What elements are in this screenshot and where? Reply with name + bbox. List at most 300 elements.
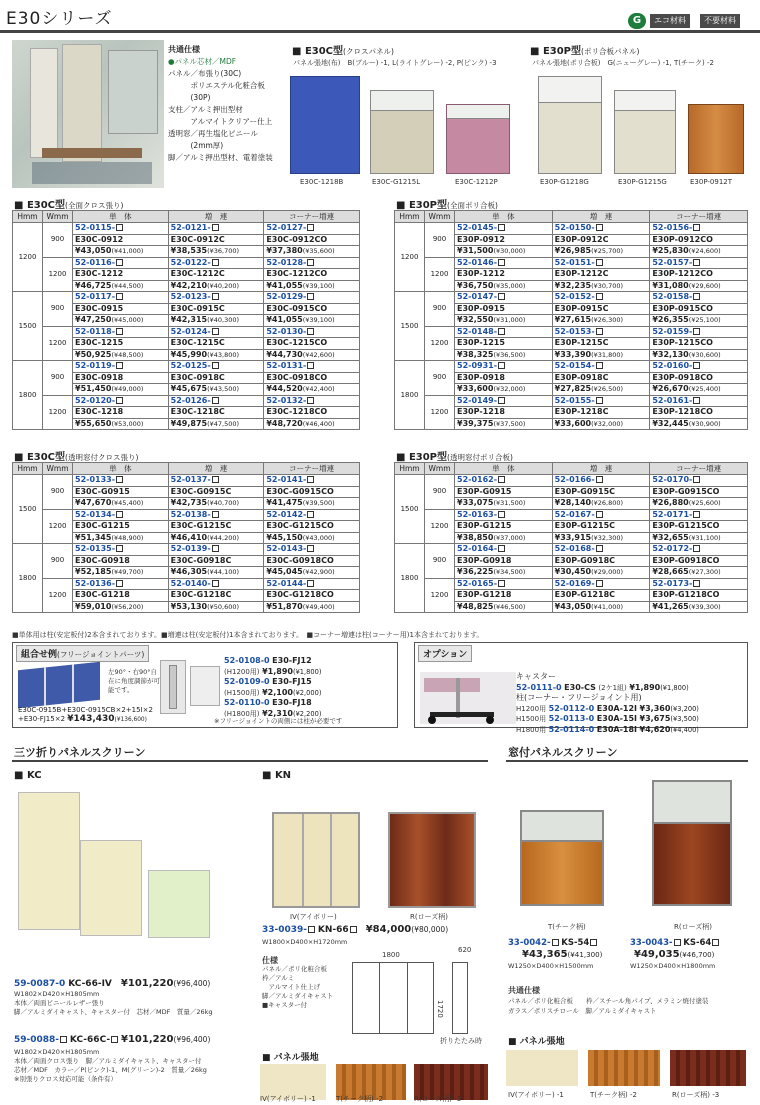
code-cell: 52-0164- <box>455 544 553 556</box>
width-cell: 1200 <box>43 578 73 613</box>
order-checkbox[interactable] <box>212 259 219 266</box>
col-wmm: Wmm <box>425 211 455 223</box>
code-cell: 52-0125- <box>168 361 264 373</box>
kc-image-3 <box>148 870 210 938</box>
kc-price-row: 59-0087-0 KC-66-IV ¥101,220(¥96,400) <box>14 978 211 989</box>
table-row <box>395 395 748 407</box>
code-cell: 52-0120- <box>73 395 169 407</box>
order-checkbox[interactable] <box>693 545 700 552</box>
office-photo <box>12 40 164 188</box>
width-cell: 900 <box>43 361 73 396</box>
order-checkbox[interactable] <box>307 293 314 300</box>
col-zou: 増 連 <box>552 211 650 223</box>
swatch-label: IV(アイボリー) -1 <box>508 1091 564 1099</box>
dim-width: 1800 <box>382 951 400 959</box>
model-cell: E30C-1215 <box>73 338 169 350</box>
height-cell: 1500 <box>395 475 425 544</box>
model-cell: E30C-1212 <box>73 269 169 281</box>
order-checkbox[interactable] <box>116 259 123 266</box>
model-cell: E30P-1215 <box>455 338 553 350</box>
model-cell: E30P-1212C <box>552 269 650 281</box>
table-row <box>395 292 748 304</box>
model-cell: E30P-1212 <box>455 269 553 281</box>
order-checkbox[interactable] <box>212 476 219 483</box>
model-cell: E30P-G1218C <box>552 590 650 602</box>
price-cell: ¥59,010(¥56,200) <box>73 601 169 613</box>
table-header-row <box>395 211 748 223</box>
t1-heading: ■ E30C型(全面クロス張り) <box>14 200 124 211</box>
swatch-label: IV(アイボリー) -1 <box>260 1095 316 1103</box>
price-cell: ¥27,615(¥26,300) <box>552 315 650 327</box>
order-checkbox[interactable] <box>212 293 219 300</box>
page-title: E30シリーズ <box>6 9 113 29</box>
height-cell: 1800 <box>13 544 43 613</box>
spec-line: ●パネル芯材／MDF <box>168 57 237 66</box>
e30p-fabric: パネル張地(ポリ合板) G(ニューグレー) -1, T(チーク) -2 <box>532 59 714 67</box>
height-cell: 1200 <box>395 223 425 292</box>
order-checkbox[interactable] <box>498 545 505 552</box>
price-cell: ¥36,225(¥34,500) <box>455 567 553 579</box>
code-cell: 52-0171- <box>650 509 748 521</box>
order-checkbox[interactable] <box>498 580 505 587</box>
kn-label: ■ KN <box>262 770 292 781</box>
combo-example: E30C-0915B+E30C-0915CB×2+15I×2 +E30-FJ15×2 ¥143,430(¥136,600) <box>18 706 153 724</box>
order-checkbox[interactable] <box>596 259 603 266</box>
order-checkbox[interactable] <box>596 476 603 483</box>
order-checkbox[interactable] <box>116 511 123 518</box>
price-cell: ¥45,990(¥43,800) <box>168 349 264 361</box>
price-cell: ¥41,055(¥39,100) <box>264 315 360 327</box>
table-row <box>13 257 360 269</box>
code-cell: 52-0127- <box>264 223 360 235</box>
code-cell: 52-0119- <box>73 361 169 373</box>
order-checkbox[interactable] <box>212 397 219 404</box>
height-cell: 1800 <box>395 361 425 430</box>
spec-line: アルマイトクリアー仕上 <box>168 117 273 126</box>
model-cell: E30P-1218CO <box>650 407 748 419</box>
price-cell: ¥44,520(¥42,400) <box>264 384 360 396</box>
model-cell: E30P-0918 <box>455 372 553 384</box>
model-cell: E30P-0912CO <box>650 234 748 246</box>
price-cell: ¥41,055(¥39,100) <box>264 280 360 292</box>
order-checkbox[interactable] <box>596 397 603 404</box>
footnotes: ■単体用は柱(安定板付)2本含まれております。■増連は柱(安定板付)1本含まれております。 ■コーナー増連は柱(コーナー用)1本含まれております。 <box>12 631 484 639</box>
model-cell: E30P-0912 <box>455 234 553 246</box>
order-checkbox[interactable] <box>116 580 123 587</box>
code-cell: 52-0148- <box>455 326 553 338</box>
e30c-heading: ■ E30C型(クロスパネル) <box>292 46 394 57</box>
model-cell: E30C-G1218C <box>168 590 264 602</box>
model-cell: E30C-G0918 <box>73 555 169 567</box>
price-cell: ¥42,210(¥40,200) <box>168 280 264 292</box>
model-cell: E30C-1212CO <box>264 269 360 281</box>
order-checkbox[interactable] <box>693 397 700 404</box>
price-table-e30p-window <box>394 462 748 613</box>
panel-pink <box>446 104 510 174</box>
price-cell: ¥46,725(¥44,500) <box>73 280 169 292</box>
spec-line: (2mm厚) <box>168 141 224 150</box>
code-cell: 52-0146- <box>455 257 553 269</box>
table-row <box>13 326 360 338</box>
width-cell: 1200 <box>425 395 455 430</box>
order-checkbox[interactable] <box>212 362 219 369</box>
price-cell: ¥38,325(¥36,500) <box>455 349 553 361</box>
order-checkbox[interactable] <box>693 224 700 231</box>
order-checkbox[interactable] <box>498 224 505 231</box>
kc2-spec: W1802×D420×H1805mm 本体／両面クロス張り 脚／アルミダイキャスト、キャスター付 芯材／MDF カラー／P(ピンク)-1、M(グリーン)-2 質量／26kg ※別張りクロス対応可能（条件有） <box>14 1048 207 1083</box>
code-cell: 52-0157- <box>650 257 748 269</box>
code-cell: 52-0159- <box>650 326 748 338</box>
price-cell: ¥53,130(¥50,600) <box>168 601 264 613</box>
option-list: キャスター 52-0111-0 E30-CS (2ケ1組) ¥1,890(¥1,800) 柱(コーナー・フリージョイント用) H1200用 52-0112-0 E30A-12I ¥3,360(¥3,200) H1500用 52-0113-0 E30A-15I ¥3,675(¥3,500) H1800用 52-0114-0 E30A-18I ¥4,620(¥4,400) <box>516 672 699 734</box>
table-row <box>395 509 748 521</box>
code-cell: 52-0156- <box>650 223 748 235</box>
code-cell: 52-0139- <box>168 544 264 556</box>
price-cell: ¥46,305(¥44,100) <box>168 567 264 579</box>
t3-heading: ■ E30C型(透明窓付クロス張り) <box>14 452 139 463</box>
model-cell: E30C-G0915C <box>168 486 264 498</box>
order-checkbox[interactable] <box>498 328 505 335</box>
order-checkbox[interactable] <box>307 511 314 518</box>
price-cell: ¥42,735(¥40,700) <box>168 498 264 510</box>
price-cell: ¥30,450(¥29,000) <box>552 567 650 579</box>
model-cell: E30C-0912CO <box>264 234 360 246</box>
width-cell: 900 <box>43 544 73 579</box>
caption: E30C-1218B <box>300 178 344 186</box>
col-hmm: Hmm <box>13 463 43 475</box>
model-cell: E30P-G1215CO <box>650 521 748 533</box>
code-cell: 52-0117- <box>73 292 169 304</box>
price-cell: ¥26,355(¥25,100) <box>650 315 748 327</box>
table-row <box>395 475 748 487</box>
joint-note: ※フリージョイントの両側には柱が必要です <box>214 717 343 725</box>
window-rose-image <box>652 780 732 906</box>
width-cell: 900 <box>43 292 73 327</box>
code-cell: 52-0163- <box>455 509 553 521</box>
code-cell: 52-0136- <box>73 578 169 590</box>
table-row <box>395 361 748 373</box>
price-cell: ¥39,375(¥37,500) <box>455 418 553 430</box>
model-cell: E30P-G0918C <box>552 555 650 567</box>
width-cell: 1200 <box>43 395 73 430</box>
table-row <box>13 292 360 304</box>
code-cell: 52-0130- <box>264 326 360 338</box>
model-cell: E30C-0915 <box>73 303 169 315</box>
order-checkbox[interactable] <box>212 328 219 335</box>
code-cell: 52-0116- <box>73 257 169 269</box>
order-checkbox[interactable] <box>307 259 314 266</box>
code-cell: 52-0145- <box>455 223 553 235</box>
kn-image-ivory <box>272 812 360 908</box>
price-cell: ¥33,600(¥32,000) <box>552 418 650 430</box>
code-cell: 52-0115- <box>73 223 169 235</box>
height-cell: 1200 <box>13 223 43 292</box>
table-row <box>13 361 360 373</box>
price-cell: ¥51,870(¥49,400) <box>264 601 360 613</box>
order-checkbox[interactable] <box>498 259 505 266</box>
common-spec <box>168 44 288 164</box>
kc-spec: W1802×D420×H1805mm 本体／両面ビニールレザー張り 脚／アルミダイキャスト、キャスター付 芯材／MDF 質量／26kg <box>14 990 213 1016</box>
window-caption: R(ローズ柄) <box>674 923 712 931</box>
window-rule <box>506 760 748 762</box>
kc-label: ■ KC <box>14 770 42 781</box>
caption: E30P-G1218G <box>540 178 589 186</box>
dim-height: 1720 <box>436 1000 444 1018</box>
width-cell: 900 <box>425 475 455 510</box>
e30c-fabric: パネル張地(布) B(ブルー) -1, L(ライトグレー) -2, P(ピンク) -3 <box>293 59 497 67</box>
order-checkbox[interactable] <box>693 362 700 369</box>
order-checkbox[interactable] <box>596 293 603 300</box>
model-cell: E30C-0912C <box>168 234 264 246</box>
spec-line: ポリエステル化粧合板 <box>168 81 265 90</box>
window-price-1: 33-0042- KS-54 ¥43,365(¥41,300) W1250×D400×H1500mm <box>508 938 603 970</box>
order-checkbox[interactable] <box>116 362 123 369</box>
model-cell: E30P-G0918 <box>455 555 553 567</box>
code-cell: 52-0142- <box>264 509 360 521</box>
code-cell: 52-0150- <box>552 223 650 235</box>
col-corner: コーナー増連 <box>650 463 748 475</box>
table-row <box>13 509 360 521</box>
code-cell: 52-0165- <box>455 578 553 590</box>
kc-image-2 <box>80 840 142 936</box>
order-checkbox[interactable] <box>212 580 219 587</box>
eco-badge: エコ材料 <box>650 14 690 28</box>
order-checkbox[interactable] <box>693 580 700 587</box>
width-cell: 900 <box>43 475 73 510</box>
fold-state-label: 折りたたみ時 <box>440 1037 482 1045</box>
table-header-row <box>13 211 360 223</box>
order-checkbox[interactable] <box>307 224 314 231</box>
panel-lightgray <box>370 90 434 174</box>
code-cell: 52-0133- <box>73 475 169 487</box>
table-row <box>13 475 360 487</box>
price-cell: ¥32,550(¥31,000) <box>455 315 553 327</box>
model-cell: E30C-0918 <box>73 372 169 384</box>
model-cell: E30C-G1215CO <box>264 521 360 533</box>
height-cell: 1500 <box>395 292 425 361</box>
price-cell: ¥33,915(¥32,300) <box>552 532 650 544</box>
order-checkbox[interactable] <box>498 397 505 404</box>
model-cell: E30P-G1218 <box>455 590 553 602</box>
spec-line: 脚／アルミ押出型材、電着塗装 <box>168 153 273 162</box>
price-cell: ¥36,750(¥35,000) <box>455 280 553 292</box>
code-cell: 52-0153- <box>552 326 650 338</box>
price-cell: ¥31,080(¥29,600) <box>650 280 748 292</box>
order-checkbox[interactable] <box>693 476 700 483</box>
code-cell: 52-0166- <box>552 475 650 487</box>
table-header-row <box>13 463 360 475</box>
order-checkbox[interactable] <box>116 328 123 335</box>
order-checkbox[interactable] <box>498 293 505 300</box>
model-cell: E30C-0918C <box>168 372 264 384</box>
model-cell: E30P-G0915 <box>455 486 553 498</box>
code-cell: 52-0135- <box>73 544 169 556</box>
model-cell: E30P-0912C <box>552 234 650 246</box>
code-cell: 52-0123- <box>168 292 264 304</box>
price-cell: ¥26,670(¥25,400) <box>650 384 748 396</box>
price-cell: ¥28,140(¥26,800) <box>552 498 650 510</box>
order-checkbox[interactable] <box>212 545 219 552</box>
model-cell: E30P-0918CO <box>650 372 748 384</box>
price-cell: ¥33,390(¥31,800) <box>552 349 650 361</box>
table-row <box>13 544 360 556</box>
price-cell: ¥33,600(¥32,000) <box>455 384 553 396</box>
order-checkbox[interactable] <box>307 476 314 483</box>
price-table-e30c <box>12 210 360 430</box>
page-header <box>0 0 760 36</box>
width-cell: 1200 <box>43 326 73 361</box>
code-cell: 52-0122- <box>168 257 264 269</box>
order-checkbox[interactable] <box>596 511 603 518</box>
window-price-2: 33-0043- KS-64 ¥49,035(¥46,700) W1250×D400×H1800mm <box>630 938 719 972</box>
order-checkbox[interactable] <box>498 511 505 518</box>
order-checkbox[interactable] <box>596 328 603 335</box>
swatch-label: R(ローズ柄) -3 <box>414 1095 462 1103</box>
code-cell: 52-0128- <box>264 257 360 269</box>
width-cell: 1200 <box>425 326 455 361</box>
height-cell: 1800 <box>395 544 425 613</box>
panel-newgray-1 <box>538 76 602 174</box>
col-tan: 単 体 <box>73 211 169 223</box>
price-cell: ¥48,720(¥46,400) <box>264 418 360 430</box>
model-cell: E30C-G0915 <box>73 486 169 498</box>
table-row <box>13 223 360 235</box>
model-cell: E30C-G1218CO <box>264 590 360 602</box>
order-checkbox[interactable] <box>307 328 314 335</box>
order-checkbox[interactable] <box>693 293 700 300</box>
panel-newgray-2 <box>614 90 676 174</box>
code-cell: 52-0931- <box>455 361 553 373</box>
order-checkbox[interactable] <box>116 397 123 404</box>
caption: E30C-G1215L <box>372 178 421 186</box>
order-checkbox[interactable] <box>116 293 123 300</box>
price-cell: ¥42,315(¥40,300) <box>168 315 264 327</box>
kn-dim: W1800×D400×H1720mm <box>262 938 348 946</box>
price-cell: ¥32,130(¥30,600) <box>650 349 748 361</box>
price-cell: ¥28,665(¥27,300) <box>650 567 748 579</box>
model-cell: E30C-G1215C <box>168 521 264 533</box>
price-cell: ¥43,050(¥41,000) <box>552 601 650 613</box>
model-cell: E30C-1212C <box>168 269 264 281</box>
table-header-row <box>395 463 748 475</box>
code-cell: 52-0167- <box>552 509 650 521</box>
order-checkbox[interactable] <box>498 476 505 483</box>
swatch-label: T(チーク柄) -2 <box>336 1095 383 1103</box>
width-cell: 1200 <box>425 578 455 613</box>
code-cell: 52-0138- <box>168 509 264 521</box>
price-cell: ¥55,650(¥53,000) <box>73 418 169 430</box>
code-cell: 52-0172- <box>650 544 748 556</box>
order-checkbox[interactable] <box>307 545 314 552</box>
col-corner: コーナー増連 <box>264 211 360 223</box>
order-checkbox[interactable] <box>307 397 314 404</box>
code-cell: 52-0141- <box>264 475 360 487</box>
model-cell: E30P-0915C <box>552 303 650 315</box>
code-cell: 52-0134- <box>73 509 169 521</box>
order-checkbox[interactable] <box>596 545 603 552</box>
folded-drawing <box>452 962 468 1034</box>
width-cell: 900 <box>425 292 455 327</box>
model-cell: E30P-G1215 <box>455 521 553 533</box>
swatch-ivory <box>506 1050 578 1086</box>
order-checkbox[interactable] <box>693 328 700 335</box>
model-cell: E30C-G1218 <box>73 590 169 602</box>
height-cell: 1500 <box>13 475 43 544</box>
price-cell: ¥25,830(¥24,600) <box>650 246 748 258</box>
price-cell: ¥38,850(¥37,000) <box>455 532 553 544</box>
price-cell: ¥32,445(¥30,900) <box>650 418 748 430</box>
t4-heading: ■ E30P型(透明窓付ポリ合板) <box>396 452 513 463</box>
col-tan: 単 体 <box>455 211 553 223</box>
model-cell: E30C-1218 <box>73 407 169 419</box>
kn-price-row: 33-0039- KN-66 ¥84,000(¥80,000) <box>262 924 449 935</box>
order-checkbox[interactable] <box>693 511 700 518</box>
code-cell: 52-0131- <box>264 361 360 373</box>
price-cell: ¥43,050(¥41,000) <box>73 246 169 258</box>
order-checkbox[interactable] <box>212 224 219 231</box>
price-cell: ¥37,380(¥35,600) <box>264 246 360 258</box>
order-checkbox[interactable] <box>212 511 219 518</box>
price-cell: ¥31,500(¥30,000) <box>455 246 553 258</box>
order-checkbox[interactable] <box>307 362 314 369</box>
code-cell: 52-0158- <box>650 292 748 304</box>
window-spec: 共通仕様 パネル／ポリ化粧合板 枠／スチール角パイプ、メラミン焼付塗装 ガラス／ポリスチロール 脚／アルミダイキャスト <box>508 986 709 1015</box>
code-cell: 52-0137- <box>168 475 264 487</box>
joint-image <box>160 660 186 714</box>
model-cell: E30P-0918C <box>552 372 650 384</box>
kn-caption: R(ローズ柄) <box>410 913 448 921</box>
model-cell: E30C-0912 <box>73 234 169 246</box>
swatch-label: T(チーク柄) -2 <box>590 1091 637 1099</box>
table-row <box>395 578 748 590</box>
col-hmm: Hmm <box>395 211 425 223</box>
order-checkbox[interactable] <box>116 476 123 483</box>
order-checkbox[interactable] <box>596 362 603 369</box>
price-cell: ¥27,825(¥26,500) <box>552 384 650 396</box>
order-checkbox[interactable] <box>116 545 123 552</box>
code-cell: 52-0169- <box>552 578 650 590</box>
model-cell: E30P-1212CO <box>650 269 748 281</box>
model-cell: E30P-G0915C <box>552 486 650 498</box>
code-cell: 52-0124- <box>168 326 264 338</box>
swatch-rose <box>670 1050 746 1086</box>
model-cell: E30C-1218CO <box>264 407 360 419</box>
height-cell: 1800 <box>13 361 43 430</box>
model-cell: E30P-1215C <box>552 338 650 350</box>
col-zou: 増 連 <box>552 463 650 475</box>
code-cell: 52-0140- <box>168 578 264 590</box>
order-checkbox[interactable] <box>307 580 314 587</box>
model-cell: E30C-G0918C <box>168 555 264 567</box>
price-cell: ¥51,450(¥49,000) <box>73 384 169 396</box>
code-cell: 52-0143- <box>264 544 360 556</box>
order-checkbox[interactable] <box>596 580 603 587</box>
price-cell: ¥47,670(¥45,400) <box>73 498 169 510</box>
order-checkbox[interactable] <box>596 224 603 231</box>
order-checkbox[interactable] <box>693 259 700 266</box>
order-checkbox[interactable] <box>498 362 505 369</box>
model-cell: E30P-G1215C <box>552 521 650 533</box>
window-caption: T(チーク柄) <box>548 923 586 931</box>
code-cell: 52-0149- <box>455 395 553 407</box>
model-cell: E30P-1218C <box>552 407 650 419</box>
kn-caption: IV(アイボリー) <box>290 913 337 921</box>
order-checkbox[interactable] <box>116 224 123 231</box>
price-cell: ¥48,825(¥46,500) <box>455 601 553 613</box>
col-wmm: Wmm <box>43 463 73 475</box>
table-row <box>395 544 748 556</box>
code-cell: 52-0168- <box>552 544 650 556</box>
